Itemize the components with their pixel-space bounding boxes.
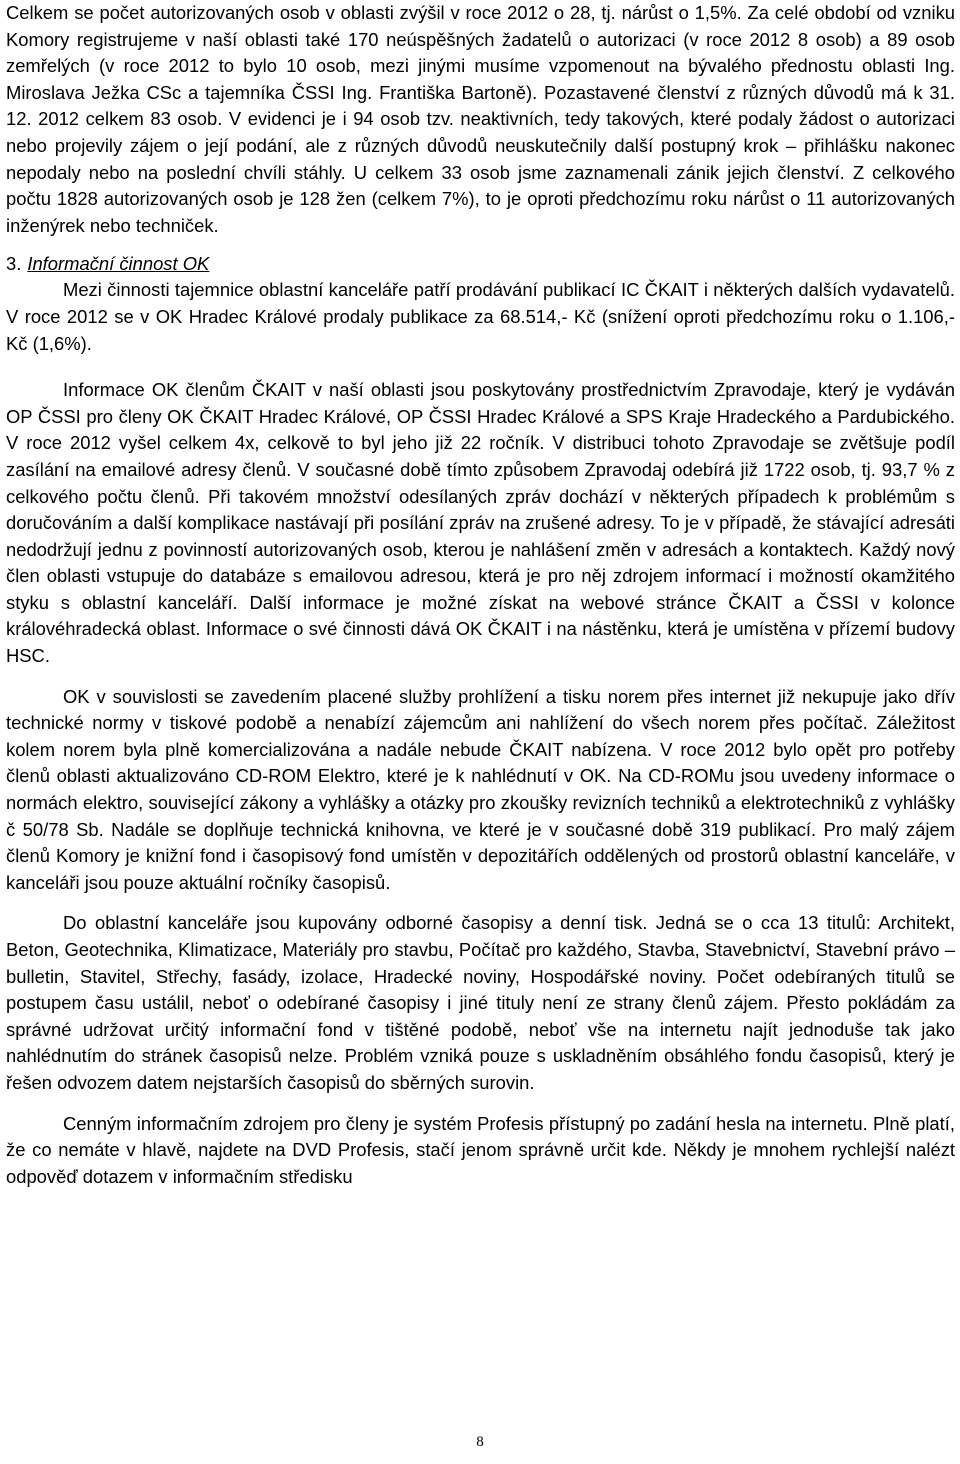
paragraph-publication-sales: Mezi činnosti tajemnice oblastní kanceláře patří prodávání publikací IC ČKAIT i některých dalších vydavatelů. V roce 2012 se v OK Hradec Králové prodaly publikace za 68.514,- Kč (snížení oproti předchozímu roku o 1.106,- Kč (1,6%). (6, 279, 955, 354)
page-number: 8 (476, 1434, 484, 1450)
section-number: 3. (6, 253, 22, 275)
document-page (6, 0, 955, 1190)
paragraph-profesis: Cenným informačním zdrojem pro členy je systém Profesis přístupný po zadání hesla na internetu. Plně platí, že co nemáte v hlavě, najdete na DVD Profesis, stačí jenom správně určit kde. Někdy je mnohem rychlejší nalézt odpověď dotazem v informačním středisku (6, 1112, 955, 1187)
section-title: Informační činnost OK (27, 253, 210, 275)
paragraph-newsletter: Informace OK členům ČKAIT v naší oblasti jsou poskytovány prostřednictvím Zpravodaje, který je vydáván OP ČSSI pro členy OK ČKAIT Hradec Králové, OP ČSSI Hradec Králové a SPS Kraje Hradeckého a Pardubického. V roce 2012 vyšel celkem 4x, celkově to byl jeho již 22 ročník. V distribuci tohoto Zpravodaje se zvětšuje podíl zasílání na emailové adresy členů. V současné době tímto způsobem Zpravodaj odebírá již 1722 osob, tj. 93,7 % z celkového počtu členů. Při takovém množství odesílaných zpráv dochází v některých případech k problémům s doručováním a další komplikace nastávají při posílání zpráv na zrušené adresy. To je v případě, že stávající adresáti nedodržují jednu z povinností autorizovaných osob, kterou je nahlášení změn v adresách a kontaktech. Každý nový člen oblasti vstupuje do databáze s emailovou adresou, která je pro něj zdrojem informací i možností okamžitého styku s oblastní kanceláří. Další informace je možné získat na webové stránce ČKAIT a ČSSI v kolonce královéhradecká oblast. Informace o své činnosti dává OK ČKAIT i na nástěnku, která je umístěna v přízemí budovy HSC. (6, 379, 955, 667)
section-heading (6, 251, 955, 277)
paragraph-periodicals: Do oblastní kanceláře jsou kupovány odborné časopisy a denní tisk. Jedná se o cca 13 titulů: Architekt, Beton, Geotechnika, Klimatizace, Materiály pro stavbu, Počítač pro každého, Stavba, Stavebnictví, Stavební právo – bulletin, Stavitel, Střechy, fasády, izolace, Hradecké noviny, Hospodářské noviny. Počet odebíraných titulů se postupem času ustálil, neboť o odebírané časopisy i jiné tituly není ze strany členů zájem. Přesto pokládám za správné udržovat určitý informační fond v tištěné podobě, neboť vše na internetu najít jednoduše tak jako nahlédnutím do stránek časopisů nelze. Problém vzniká pouze s uskladněním obsáhlého fondu časopisů, který je řešen odvozem datem nejstarších časopisů do sběrných surovin. (6, 912, 955, 1093)
paragraph-membership-statistics: Celkem se počet autorizovaných osob v oblasti zvýšil v roce 2012 o 28, tj. nárůst o 1,5%. Za celé období od vzniku Komory registrujeme v naší oblasti také 170 neúspěšných žadatelů o autorizaci (v roce 2012 8 osob) a 89 osob zemřelých (v roce 2012 to bylo 10 osob, mezi jinými musíme vzpomenout na bývalého přednostu oblasti Ing. Miroslava Ježka CSc a tajemníka ČSSI Ing. Františka Bartoně). Pozastavené členství z různých důvodů má k 31. 12. 2012 celkem 83 osob. V evidenci je i 94 osob tzv. neaktivních, tedy takových, které podaly žádost o autorizaci nebo projevily zájem o její podání, ale z různých důvodů neuskutečnily další postupný krok – přihlášku nakonec nepodaly nebo na poslední chvíli stáhly. U celkem 33 osob jsme zaznamenali zánik jejich členství. Z celkového počtu 1828 autorizovaných osob je 128 žen (celkem 7%), to je oproti předchozímu roku nárůst o 11 autorizovaných inženýrek nebo techniček. (6, 2, 955, 236)
paragraph-technical-norms: OK v souvislosti se zavedením placené služby prohlížení a tisku norem přes internet již nekupuje jako dřív technické normy v tiskové podobě a nenabízí zájemcům ani nahlížení do všech norem přes počítač. Záležitost kolem norem byla plně komercializována a nadále nebude ČKAIT nabízena. V roce 2012 bylo opět pro potřeby členů oblasti aktualizováno CD-ROM Elektro, které je k nahlédnutí v OK. Na CD-ROMu jsou uvedeny informace o normách elektro, související zákony a vyhlášky a otázky pro zkoušky revizních techniků a elektrotechniků z vyhlášky č 50/78 Sb. Nadále se doplňuje technická knihovna, ve které je v současné době 319 publikací. Pro malý zájem členů Komory je knižní fond i časopisový fond umístěn v depozitářích oddělených od prostorů oblastní kanceláře, v kanceláři jsou pouze aktuální ročníky časopisů. (6, 685, 955, 893)
